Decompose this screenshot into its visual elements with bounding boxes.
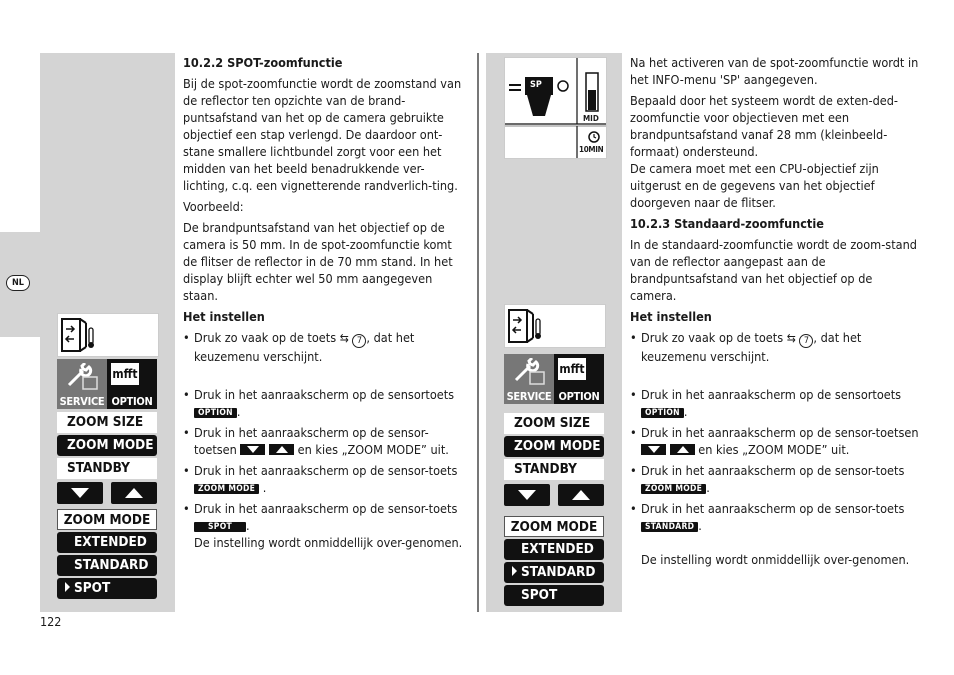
up-key-icon: [269, 444, 294, 455]
spot-tag: SPOT: [194, 522, 246, 532]
section-heading-spot: 10.2.2 SPOT-zoomfunctie: [183, 55, 343, 70]
cpu-lens-text: De camera moet met een CPU-objectief zijn uitgerust en de gegevens van het objectief doorgeven naar de flitser.: [630, 161, 879, 210]
selected-marker-icon-2: [512, 566, 517, 576]
toggle-arrows-icon-2: ⇆: [786, 331, 796, 345]
menu-zoom-size[interactable]: ZOOM SIZE: [57, 412, 157, 433]
step-5-note-r: De instelling wordt onmiddellijk over-genomen.: [641, 552, 910, 567]
service-button-2[interactable]: [504, 354, 554, 404]
step-3: • Druk in het aanraakscherm op de sensor-toetsen en kies „ZOOM MODE” uit.: [183, 424, 469, 458]
step-1-r: • Druk zo vaak op de toets ⇆ 7 , dat het keuzemenu verschijnt.: [630, 329, 920, 365]
menu-zoom-size-2[interactable]: ZOOM SIZE: [504, 413, 604, 434]
service-label: SERVICE: [59, 395, 105, 408]
example-label: Voorbeeld:: [183, 199, 244, 214]
menu-standard-selected[interactable]: STANDARD: [504, 562, 604, 583]
option-label: OPTION: [111, 395, 153, 408]
service-button[interactable]: [57, 359, 107, 409]
option-label-2: OPTION: [558, 390, 600, 403]
column-divider: [477, 53, 479, 612]
step-2-r: • Druk in het aanraakscherm op de sensortoets OPTION .: [630, 386, 920, 420]
example-text: De brandpuntsafstand van het objectief op de camera is 50 mm. In de spot-zoomfunctie komt de flitser de reflector in de 70 mm stand. In het display blijft echter wel 50 mm aangegeven staan.: [183, 220, 453, 303]
mfft-icon-2: mfft: [558, 358, 586, 380]
menu-zoom-mode-2[interactable]: ZOOM MODE: [504, 436, 604, 457]
setup-heading-2: Het instellen: [630, 309, 712, 324]
menu-extended-2[interactable]: EXTENDED: [504, 539, 604, 560]
page-number: 122: [40, 614, 62, 629]
zoom-mode-title: ZOOM MODE: [57, 509, 157, 530]
menu-standby-2[interactable]: STANDBY: [504, 459, 604, 480]
step-1: • Druk zo vaak op de toets ⇆ 7 , dat het keuzemenu verschijnt.: [183, 329, 469, 365]
arrow-down-button-2[interactable]: [504, 484, 550, 506]
selected-marker-icon: [65, 582, 70, 592]
zoom-mode-tag: ZOOM MODE: [194, 484, 259, 494]
arrow-up-button[interactable]: [111, 482, 157, 504]
key-number-2: 7: [799, 334, 813, 348]
option-tag-2: OPTION: [641, 408, 684, 418]
menu-zoom-mode[interactable]: ZOOM MODE: [57, 435, 157, 456]
info-display: [504, 57, 607, 159]
step-4-r: • Druk in het aanraakscherm op de sensor-toets ZOOM MODE .: [630, 462, 920, 496]
flash-head-icon: [57, 313, 159, 357]
extended-zoom-text: Bepaald door het systeem wordt de exten-ded-zoomfunctie voor objectieven met een brandpuntsafstand vanaf 28 mm (kleinbeeld-formaat) ondersteund.: [630, 93, 899, 159]
toggle-arrows-icon: ⇆: [339, 331, 349, 345]
section-heading-standard: 10.2.3 Standaard-zoomfunctie: [630, 216, 824, 231]
sp-label: SP: [530, 80, 542, 90]
step-2: • Druk in het aanraakscherm op de sensortoets OPTION .: [183, 386, 469, 420]
mid-label: MID: [583, 114, 599, 123]
standard-intro: In de standaard-zoomfunctie wordt de zoom-stand van de reflector aangepast aan de brandpuntsafstand van het objectief op de camera.: [630, 237, 917, 303]
mfft-icon: mfft: [111, 363, 139, 385]
left-text-column: [183, 54, 469, 555]
step-5: • Druk in het aanraakscherm op de sensor-toets SPOT . De instelling wordt onmiddellijk over-genomen.: [183, 500, 469, 551]
menu-standard[interactable]: STANDARD: [57, 555, 157, 576]
step-4: • Druk in het aanraakscherm op de sensor-toets ZOOM MODE .: [183, 462, 469, 496]
step-5-r: • Druk in het aanraakscherm op de sensor-toets STANDARD . De instelling wordt onmiddellijk over-genomen.: [630, 500, 920, 568]
option-button-2[interactable]: [554, 354, 604, 404]
zoom-mode-tag-2: ZOOM MODE: [641, 484, 706, 494]
setup-heading: Het instellen: [183, 309, 265, 324]
service-label-2: SERVICE: [506, 390, 552, 403]
menu-spot-selected[interactable]: SPOT: [57, 578, 157, 599]
spot-intro: Bij de spot-zoomfunctie wordt de zoomstand van de reflector ten opzichte van de brand-puntsafstand van het op de camera gebruikte objectief een stap verlengd. De daardoor ont-stane smallere lichtbundel zorgt voor een het midden van het beeld benadrukkende ver-lichting, c.q. een vignetterende randverlich-ting.: [183, 76, 462, 193]
step-5-note: De instelling wordt onmiddellijk over-genomen.: [194, 535, 463, 550]
language-badge: NL: [6, 275, 30, 291]
sp-activation-text: Na het activeren van de spot-zoomfunctie wordt in het INFO-menu 'SP' aangegeven.: [630, 55, 919, 87]
standard-tag: STANDARD: [641, 522, 698, 532]
arrow-up-button-2[interactable]: [558, 484, 604, 506]
step-3-r: • Druk in het aanraakscherm op de sensor-toetsen en kies „ZOOM MODE” uit.: [630, 424, 920, 458]
up-key-icon-2: [670, 444, 695, 455]
option-button[interactable]: [107, 359, 157, 409]
flash-head-icon-2: [504, 304, 606, 348]
time-label: 10MIN: [579, 145, 604, 154]
option-tag: OPTION: [194, 408, 237, 418]
menu-extended[interactable]: EXTENDED: [57, 532, 157, 553]
zoom-mode-title-2: ZOOM MODE: [504, 516, 604, 537]
arrow-down-button[interactable]: [57, 482, 103, 504]
down-key-icon-2: [641, 444, 666, 455]
menu-spot-2[interactable]: SPOT: [504, 585, 604, 606]
right-text-column: [630, 54, 920, 572]
menu-standby[interactable]: STANDBY: [57, 458, 157, 479]
down-key-icon: [240, 444, 265, 455]
key-number: 7: [352, 334, 366, 348]
